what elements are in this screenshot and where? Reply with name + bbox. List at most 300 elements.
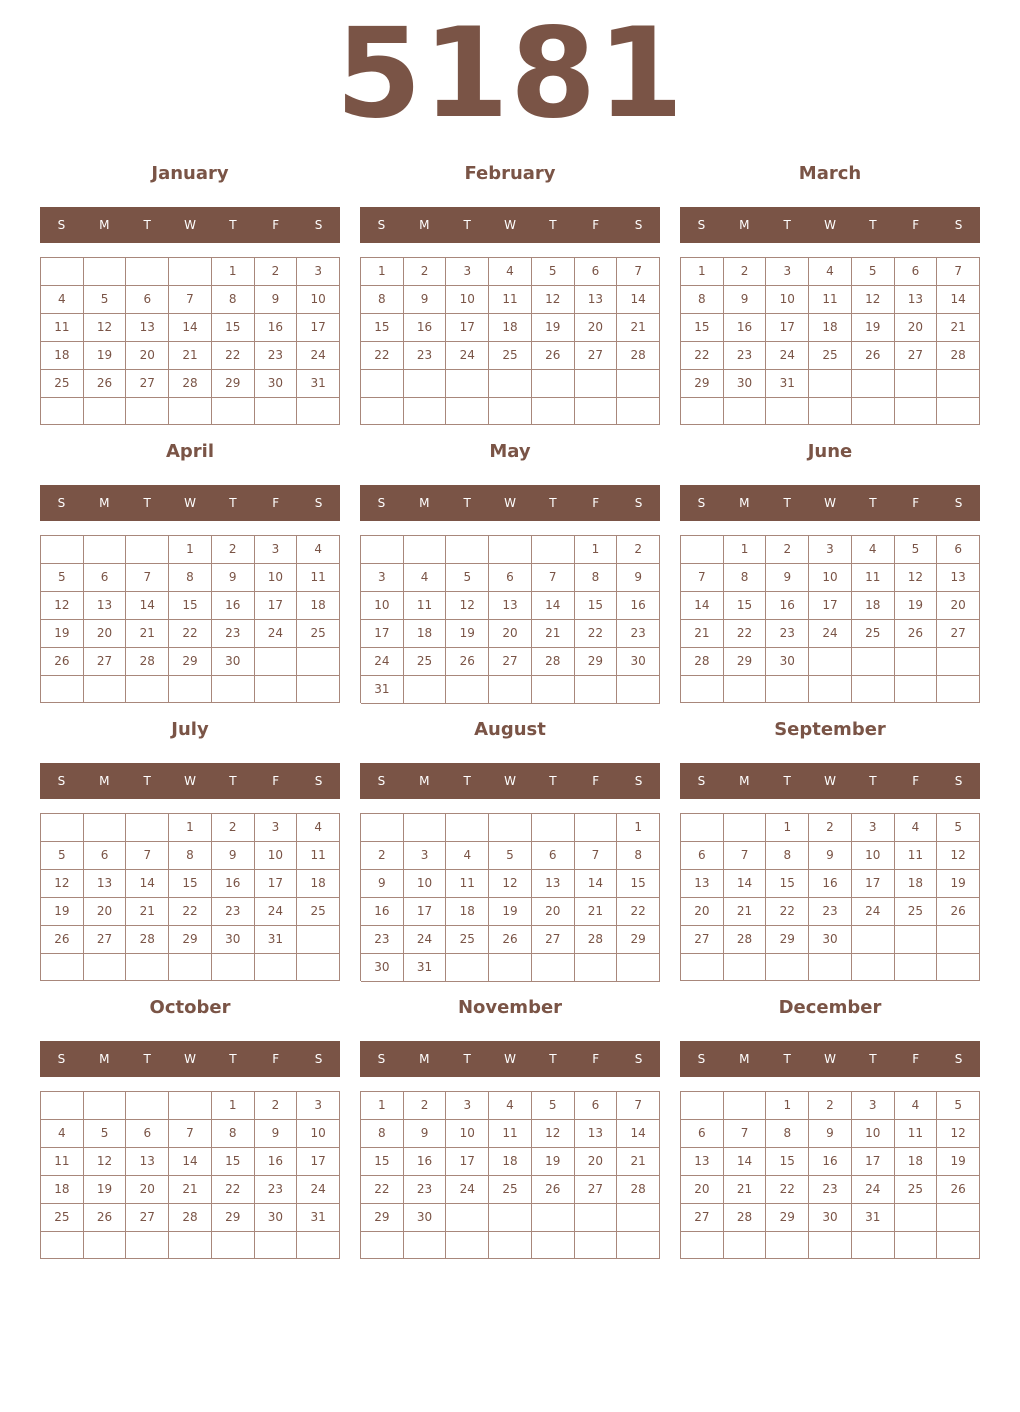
day-cell: 26	[84, 370, 127, 398]
weekday-label: F	[912, 774, 920, 788]
day-cell: 6	[681, 842, 724, 870]
day-cell: 10	[361, 592, 404, 620]
day-cell: 9	[404, 286, 447, 314]
day-cell: 1	[766, 814, 809, 842]
weekday-label: W	[824, 218, 836, 232]
day-cell: 13	[681, 870, 724, 898]
day-cell: 13	[575, 286, 618, 314]
day-cell: 27	[489, 648, 532, 676]
month-name: February	[464, 163, 556, 184]
empty-day-cell	[895, 1204, 938, 1232]
day-cell: 7	[575, 842, 618, 870]
day-cell: 21	[937, 314, 980, 342]
weekday-label: W	[184, 1052, 196, 1066]
weekday-label: F	[272, 496, 280, 510]
day-grid	[360, 1091, 660, 1259]
day-cell: 25	[895, 1176, 938, 1204]
day-cell: 26	[532, 1176, 575, 1204]
day-cell: 12	[84, 314, 127, 342]
month-name: April	[165, 441, 215, 462]
month-july	[40, 556, 340, 946]
day-cell: 19	[489, 898, 532, 926]
month-august	[360, 556, 660, 974]
day-cell: 3	[852, 814, 895, 842]
day-cell: 27	[575, 342, 618, 370]
empty-day-cell	[126, 1092, 169, 1120]
day-cell: 21	[575, 898, 618, 926]
weekday-label: T	[549, 1052, 557, 1066]
day-cell: 24	[404, 926, 447, 954]
day-cell: 23	[361, 926, 404, 954]
day-cell: 6	[126, 286, 169, 314]
day-cell: 10	[809, 564, 852, 592]
day-cell: 26	[852, 342, 895, 370]
day-cell: 15	[361, 314, 404, 342]
day-cell: 28	[617, 342, 660, 370]
day-cell: 14	[681, 592, 724, 620]
day-cell: 28	[532, 648, 575, 676]
day-cell: 28	[575, 926, 618, 954]
weekday-label: T	[869, 496, 877, 510]
day-cell: 18	[895, 870, 938, 898]
empty-day-cell	[852, 1232, 895, 1259]
day-cell: 21	[724, 1176, 767, 1204]
empty-day-cell	[41, 1092, 84, 1120]
day-cell: 7	[724, 1120, 767, 1148]
day-cell: 14	[169, 314, 212, 342]
day-cell: 21	[681, 620, 724, 648]
weekday-label: M	[739, 496, 750, 510]
empty-day-cell	[809, 1232, 852, 1259]
empty-day-cell	[617, 1232, 660, 1259]
day-cell: 12	[446, 592, 489, 620]
weekday-label: F	[912, 218, 920, 232]
day-cell: 6	[575, 258, 618, 286]
day-cell: 20	[575, 314, 618, 342]
day-cell: 26	[446, 648, 489, 676]
day-cell: 24	[766, 342, 809, 370]
day-cell: 20	[681, 1176, 724, 1204]
weekday-label: S	[954, 218, 963, 232]
weekday-label: S	[697, 218, 706, 232]
weekday-label: T	[549, 774, 557, 788]
weekday-label: T	[463, 774, 471, 788]
day-cell: 7	[937, 258, 980, 286]
day-cell: 14	[937, 286, 980, 314]
day-cell: 10	[255, 842, 298, 870]
day-cell: 17	[255, 870, 298, 898]
day-cell: 13	[489, 592, 532, 620]
empty-day-cell	[489, 1232, 532, 1259]
month-name: January	[151, 163, 229, 184]
weekday-label: T	[229, 496, 237, 510]
day-cell: 21	[724, 898, 767, 926]
empty-day-cell	[212, 1232, 255, 1259]
day-cell: 17	[446, 314, 489, 342]
day-cell: 4	[446, 842, 489, 870]
day-cell: 25	[41, 1204, 84, 1232]
weekday-label: M	[419, 496, 430, 510]
day-cell: 25	[489, 1176, 532, 1204]
day-cell: 7	[617, 258, 660, 286]
day-cell: 22	[212, 342, 255, 370]
day-cell: 16	[255, 1148, 298, 1176]
day-cell: 2	[724, 258, 767, 286]
day-cell: 24	[361, 648, 404, 676]
day-cell: 18	[404, 620, 447, 648]
day-cell: 17	[297, 1148, 340, 1176]
day-cell: 16	[809, 1148, 852, 1176]
day-cell: 17	[297, 314, 340, 342]
day-cell: 17	[361, 620, 404, 648]
day-cell: 3	[766, 258, 809, 286]
weekday-label: F	[912, 1052, 920, 1066]
day-cell: 3	[809, 536, 852, 564]
day-cell: 23	[809, 898, 852, 926]
empty-day-cell	[169, 1092, 212, 1120]
day-cell: 25	[41, 370, 84, 398]
day-cell: 19	[937, 870, 980, 898]
day-cell: 22	[361, 342, 404, 370]
day-cell: 29	[212, 1204, 255, 1232]
day-cell: 26	[937, 898, 980, 926]
day-cell: 22	[681, 342, 724, 370]
day-cell: 7	[169, 286, 212, 314]
day-cell: 9	[809, 1120, 852, 1148]
weekday-label: M	[99, 1052, 110, 1066]
day-cell: 26	[489, 926, 532, 954]
day-cell: 14	[532, 592, 575, 620]
day-cell: 7	[126, 842, 169, 870]
empty-day-cell	[84, 1232, 127, 1259]
weekday-label: S	[634, 774, 643, 788]
weekday-label: W	[504, 774, 516, 788]
day-cell: 30	[766, 648, 809, 676]
day-cell: 20	[126, 1176, 169, 1204]
day-cell: 21	[617, 1148, 660, 1176]
day-cell: 10	[297, 286, 340, 314]
weekday-label: T	[869, 774, 877, 788]
empty-day-cell	[724, 1232, 767, 1259]
weekday-label: T	[463, 496, 471, 510]
day-cell: 14	[617, 286, 660, 314]
day-cell: 2	[809, 1092, 852, 1120]
weekday-label: S	[634, 218, 643, 232]
day-cell: 14	[169, 1148, 212, 1176]
weekday-label: W	[184, 218, 196, 232]
day-cell: 6	[681, 1120, 724, 1148]
day-cell: 18	[809, 314, 852, 342]
month-january	[40, 0, 340, 390]
day-cell: 5	[446, 564, 489, 592]
weekday-label: S	[377, 218, 386, 232]
day-cell: 12	[41, 870, 84, 898]
day-cell: 6	[937, 536, 980, 564]
day-grid	[680, 1091, 980, 1259]
day-cell: 27	[84, 648, 127, 676]
empty-day-cell	[255, 1232, 298, 1259]
day-cell: 12	[489, 870, 532, 898]
weekday-label: T	[143, 774, 151, 788]
weekday-header	[680, 1041, 980, 1077]
weekday-label: T	[869, 1052, 877, 1066]
day-cell: 9	[255, 1120, 298, 1148]
weekday-label: S	[57, 496, 66, 510]
day-cell: 29	[766, 1204, 809, 1232]
month-february	[360, 0, 660, 362]
day-cell: 19	[41, 898, 84, 926]
day-cell: 11	[852, 564, 895, 592]
day-cell: 23	[404, 1176, 447, 1204]
day-cell: 25	[895, 898, 938, 926]
weekday-label: W	[824, 1052, 836, 1066]
weekday-label: T	[783, 496, 791, 510]
weekday-label: M	[419, 774, 430, 788]
day-cell: 10	[766, 286, 809, 314]
weekday-label: S	[57, 218, 66, 232]
day-cell: 31	[297, 1204, 340, 1232]
day-cell: 6	[126, 1120, 169, 1148]
day-cell: 29	[169, 648, 212, 676]
weekday-label: S	[377, 496, 386, 510]
day-cell: 27	[681, 1204, 724, 1232]
day-cell: 3	[297, 1092, 340, 1120]
day-cell: 6	[575, 1092, 618, 1120]
empty-day-cell	[404, 1232, 447, 1259]
day-cell: 29	[212, 370, 255, 398]
day-cell: 28	[724, 926, 767, 954]
day-cell: 13	[126, 314, 169, 342]
day-cell: 10	[446, 1120, 489, 1148]
day-cell: 30	[809, 926, 852, 954]
day-cell: 14	[126, 870, 169, 898]
day-cell: 30	[255, 1204, 298, 1232]
day-cell: 30	[361, 954, 404, 982]
day-cell: 20	[532, 898, 575, 926]
day-cell: 17	[809, 592, 852, 620]
day-cell: 16	[809, 870, 852, 898]
weekday-label: T	[783, 218, 791, 232]
day-cell: 21	[617, 314, 660, 342]
weekday-label: M	[739, 774, 750, 788]
day-cell: 14	[126, 592, 169, 620]
weekday-label: T	[229, 218, 237, 232]
weekday-label: S	[697, 774, 706, 788]
calendar-year-title: 5181	[335, 2, 685, 146]
day-cell: 21	[169, 342, 212, 370]
day-cell: 10	[852, 842, 895, 870]
weekday-label: S	[314, 1052, 323, 1066]
day-cell: 19	[532, 314, 575, 342]
day-cell: 5	[532, 1092, 575, 1120]
weekday-label: F	[272, 774, 280, 788]
weekday-header	[680, 207, 980, 243]
day-cell: 29	[617, 926, 660, 954]
day-cell: 16	[617, 592, 660, 620]
weekday-label: T	[143, 1052, 151, 1066]
empty-day-cell	[446, 1204, 489, 1232]
day-cell: 12	[937, 842, 980, 870]
month-name: November	[457, 997, 563, 1018]
day-cell: 15	[361, 1148, 404, 1176]
day-cell: 20	[126, 342, 169, 370]
day-cell: 19	[532, 1148, 575, 1176]
empty-day-cell	[489, 1204, 532, 1232]
day-cell: 15	[617, 870, 660, 898]
day-cell: 14	[724, 1148, 767, 1176]
day-cell: 16	[404, 1148, 447, 1176]
day-cell: 7	[532, 564, 575, 592]
day-cell: 17	[852, 1148, 895, 1176]
day-cell: 5	[489, 842, 532, 870]
day-cell: 16	[361, 898, 404, 926]
day-cell: 24	[446, 342, 489, 370]
day-cell: 21	[169, 1176, 212, 1204]
month-december	[680, 834, 980, 1224]
day-cell: 23	[255, 342, 298, 370]
day-cell: 28	[681, 648, 724, 676]
day-cell: 14	[617, 1120, 660, 1148]
day-cell: 6	[84, 564, 127, 592]
day-cell: 4	[297, 814, 340, 842]
day-cell: 2	[766, 536, 809, 564]
day-cell: 12	[532, 286, 575, 314]
day-cell: 2	[255, 1092, 298, 1120]
day-cell: 28	[126, 926, 169, 954]
day-cell: 9	[255, 286, 298, 314]
day-cell: 3	[852, 1092, 895, 1120]
day-cell: 3	[404, 842, 447, 870]
day-cell: 26	[41, 926, 84, 954]
day-cell: 11	[41, 1148, 84, 1176]
day-cell: 10	[404, 870, 447, 898]
day-cell: 1	[169, 814, 212, 842]
day-cell: 18	[852, 592, 895, 620]
weekday-label: T	[143, 496, 151, 510]
weekday-label: W	[184, 774, 196, 788]
day-cell: 19	[84, 1176, 127, 1204]
day-cell: 24	[297, 1176, 340, 1204]
month-november	[360, 834, 660, 1224]
weekday-label: S	[377, 1052, 386, 1066]
day-cell: 4	[41, 1120, 84, 1148]
day-cell: 18	[297, 592, 340, 620]
day-cell: 11	[489, 1120, 532, 1148]
day-cell: 19	[852, 314, 895, 342]
day-cell: 24	[255, 620, 298, 648]
month-name: June	[807, 441, 853, 462]
day-cell: 19	[895, 592, 938, 620]
empty-day-cell	[724, 1092, 767, 1120]
day-cell: 27	[895, 342, 938, 370]
weekday-header	[40, 207, 340, 243]
day-cell: 9	[724, 286, 767, 314]
day-cell: 15	[766, 1148, 809, 1176]
day-cell: 24	[852, 898, 895, 926]
day-cell: 25	[809, 342, 852, 370]
day-cell: 10	[297, 1120, 340, 1148]
day-cell: 14	[575, 870, 618, 898]
day-cell: 9	[617, 564, 660, 592]
month-name: October	[149, 997, 231, 1018]
day-cell: 5	[41, 564, 84, 592]
day-cell: 28	[126, 648, 169, 676]
day-cell: 30	[212, 648, 255, 676]
day-cell: 1	[575, 536, 618, 564]
day-cell: 2	[404, 258, 447, 286]
day-cell: 5	[937, 1092, 980, 1120]
weekday-header	[680, 485, 980, 521]
weekday-header	[360, 763, 660, 799]
weekday-label: T	[549, 218, 557, 232]
weekday-label: F	[592, 218, 600, 232]
day-cell: 31	[255, 926, 298, 954]
day-cell: 16	[404, 314, 447, 342]
day-cell: 4	[809, 258, 852, 286]
day-cell: 20	[84, 898, 127, 926]
weekday-label: M	[419, 218, 430, 232]
day-cell: 11	[297, 564, 340, 592]
weekday-label: T	[463, 1052, 471, 1066]
month-name: May	[489, 441, 531, 462]
day-cell: 27	[937, 620, 980, 648]
day-cell: 2	[809, 814, 852, 842]
day-cell: 1	[361, 258, 404, 286]
month-name: September	[774, 719, 886, 740]
day-cell: 19	[41, 620, 84, 648]
day-cell: 9	[404, 1120, 447, 1148]
empty-day-cell	[681, 1232, 724, 1259]
weekday-label: W	[504, 218, 516, 232]
day-cell: 11	[41, 314, 84, 342]
day-cell: 1	[766, 1092, 809, 1120]
day-cell: 31	[297, 370, 340, 398]
empty-day-cell	[361, 1232, 404, 1259]
day-cell: 10	[852, 1120, 895, 1148]
day-cell: 23	[724, 342, 767, 370]
day-cell: 4	[297, 536, 340, 564]
day-cell: 16	[724, 314, 767, 342]
day-cell: 9	[809, 842, 852, 870]
day-cell: 8	[766, 842, 809, 870]
weekday-label: S	[634, 496, 643, 510]
weekday-label: M	[739, 1052, 750, 1066]
day-cell: 8	[169, 842, 212, 870]
day-cell: 15	[169, 870, 212, 898]
weekday-label: F	[272, 1052, 280, 1066]
weekday-label: M	[739, 218, 750, 232]
day-cell: 19	[937, 1148, 980, 1176]
day-cell: 8	[575, 564, 618, 592]
weekday-label: M	[99, 496, 110, 510]
day-cell: 29	[681, 370, 724, 398]
day-cell: 22	[169, 620, 212, 648]
month-june	[680, 278, 980, 668]
day-cell: 30	[404, 1204, 447, 1232]
weekday-label: S	[314, 218, 323, 232]
weekday-label: T	[549, 496, 557, 510]
empty-day-cell	[575, 1232, 618, 1259]
day-cell: 6	[489, 564, 532, 592]
day-cell: 9	[212, 842, 255, 870]
day-cell: 31	[404, 954, 447, 982]
weekday-header	[40, 763, 340, 799]
day-cell: 11	[895, 842, 938, 870]
day-cell: 11	[446, 870, 489, 898]
day-cell: 5	[84, 286, 127, 314]
day-cell: 1	[212, 258, 255, 286]
month-name: December	[778, 997, 882, 1018]
